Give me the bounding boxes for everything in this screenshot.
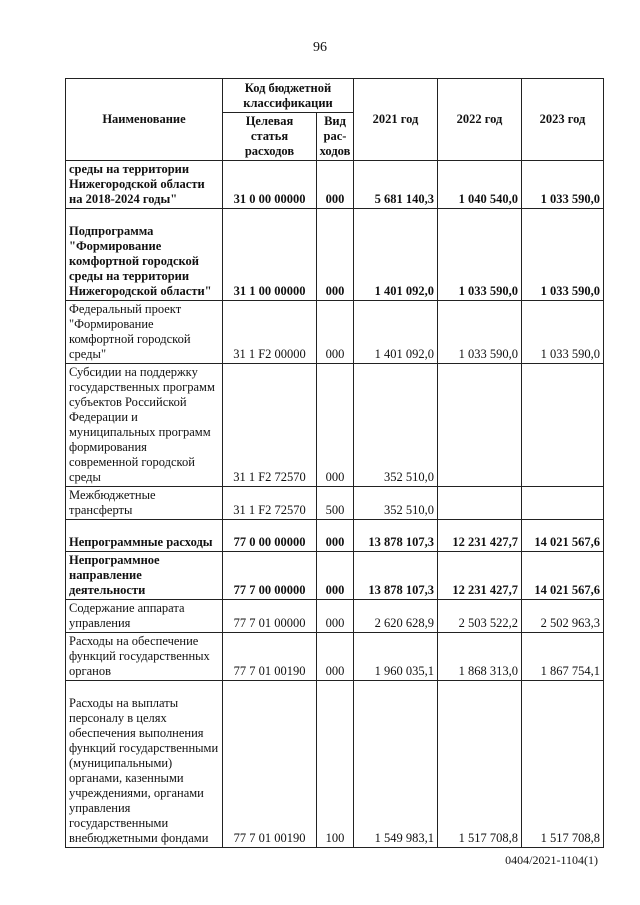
row-expense-kind: 100 — [317, 681, 354, 848]
row-2023: 2 502 963,3 — [522, 600, 604, 633]
row-2023 — [522, 487, 604, 520]
row-expense-kind: 500 — [317, 487, 354, 520]
row-expense-kind: 000 — [317, 364, 354, 487]
table-row — [66, 209, 604, 301]
row-target-code: 77 7 01 00190 — [223, 633, 317, 681]
row-target-code: 77 7 01 00000 — [223, 600, 317, 633]
row-2023: 1 033 590,0 — [522, 161, 604, 209]
row-2022: 1 040 540,0 — [438, 161, 522, 209]
row-2023: 14 021 567,6 — [522, 552, 604, 600]
row-2023: 1 033 590,0 — [522, 209, 604, 301]
budget-table — [65, 78, 604, 848]
row-name: среды на территории Нижегородской области на 2018-2024 годы" — [66, 161, 223, 209]
row-2022 — [438, 364, 522, 487]
row-2021: 1 549 983,1 — [354, 681, 438, 848]
table-header — [66, 79, 604, 161]
row-2023: 1 033 590,0 — [522, 301, 604, 364]
table-row — [66, 301, 604, 364]
header-target-article: Целевая статья расходов — [223, 113, 317, 161]
row-2022 — [438, 487, 522, 520]
row-2022: 1 868 313,0 — [438, 633, 522, 681]
row-2021: 2 620 628,9 — [354, 600, 438, 633]
row-target-code: 31 0 00 00000 — [223, 161, 317, 209]
row-target-code: 31 1 F2 72570 — [223, 364, 317, 487]
table-row — [66, 600, 604, 633]
table-row — [66, 520, 604, 552]
row-2023 — [522, 364, 604, 487]
header-2021: 2021 год — [354, 79, 438, 161]
document-code: 0404/2021-1104(1) — [505, 853, 598, 867]
page-number: 96 — [313, 40, 327, 55]
row-2022: 1 517 708,8 — [438, 681, 522, 848]
row-2021: 1 401 092,0 — [354, 301, 438, 364]
row-target-code: 77 7 00 00000 — [223, 552, 317, 600]
header-name: Наименование — [66, 79, 223, 161]
row-name: Подпрограмма "Формирование комфортной городской среды на территории Нижегородской области" — [66, 209, 223, 301]
row-name: Федеральный проект "Формирование комфортной городской среды" — [66, 301, 223, 364]
row-2022: 1 033 590,0 — [438, 209, 522, 301]
table-row — [66, 364, 604, 487]
table-row — [66, 552, 604, 600]
table-row — [66, 161, 604, 209]
row-name: Расходы на выплаты персоналу в целях обеспечения выполнения функций государственными (муниципальными) органами, казенными учреждениями, органами управления государственными внебюджетными фондами — [66, 681, 223, 848]
row-2021: 1 960 035,1 — [354, 633, 438, 681]
row-2021: 5 681 140,3 — [354, 161, 438, 209]
row-name: Непрограммные расходы — [66, 520, 223, 552]
row-2022: 12 231 427,7 — [438, 552, 522, 600]
row-2021: 13 878 107,3 — [354, 520, 438, 552]
row-name: Межбюджетные трансферты — [66, 487, 223, 520]
row-target-code: 77 7 01 00190 — [223, 681, 317, 848]
row-expense-kind: 000 — [317, 633, 354, 681]
row-target-code: 31 1 F2 72570 — [223, 487, 317, 520]
row-expense-kind: 000 — [317, 552, 354, 600]
table-row — [66, 681, 604, 848]
row-2022: 1 033 590,0 — [438, 301, 522, 364]
row-expense-kind: 000 — [317, 301, 354, 364]
row-2021: 352 510,0 — [354, 364, 438, 487]
header-2023: 2023 год — [522, 79, 604, 161]
row-name: Субсидии на поддержку государственных программ субъектов Российской Федерации и муниципальных программ формирования современной городской среды — [66, 364, 223, 487]
header-2022: 2022 год — [438, 79, 522, 161]
row-expense-kind: 000 — [317, 209, 354, 301]
row-2023: 1 867 754,1 — [522, 633, 604, 681]
row-expense-kind: 000 — [317, 600, 354, 633]
row-target-code: 31 1 00 00000 — [223, 209, 317, 301]
row-2021: 1 401 092,0 — [354, 209, 438, 301]
row-2021: 352 510,0 — [354, 487, 438, 520]
row-target-code: 31 1 F2 00000 — [223, 301, 317, 364]
row-2023: 14 021 567,6 — [522, 520, 604, 552]
row-2022: 12 231 427,7 — [438, 520, 522, 552]
row-name: Непрограммное направление деятельности — [66, 552, 223, 600]
table-row — [66, 633, 604, 681]
row-expense-kind: 000 — [317, 520, 354, 552]
header-code-group: Код бюджетной классификации — [223, 79, 354, 113]
row-2021: 13 878 107,3 — [354, 552, 438, 600]
table-row — [66, 487, 604, 520]
row-expense-kind: 000 — [317, 161, 354, 209]
row-name: Расходы на обеспечение функций государственных органов — [66, 633, 223, 681]
row-target-code: 77 0 00 00000 — [223, 520, 317, 552]
table-body — [66, 161, 604, 848]
row-2022: 2 503 522,2 — [438, 600, 522, 633]
header-expense-kind: Вид рас-ходов — [317, 113, 354, 161]
row-2023: 1 517 708,8 — [522, 681, 604, 848]
row-name: Содержание аппарата управления — [66, 600, 223, 633]
